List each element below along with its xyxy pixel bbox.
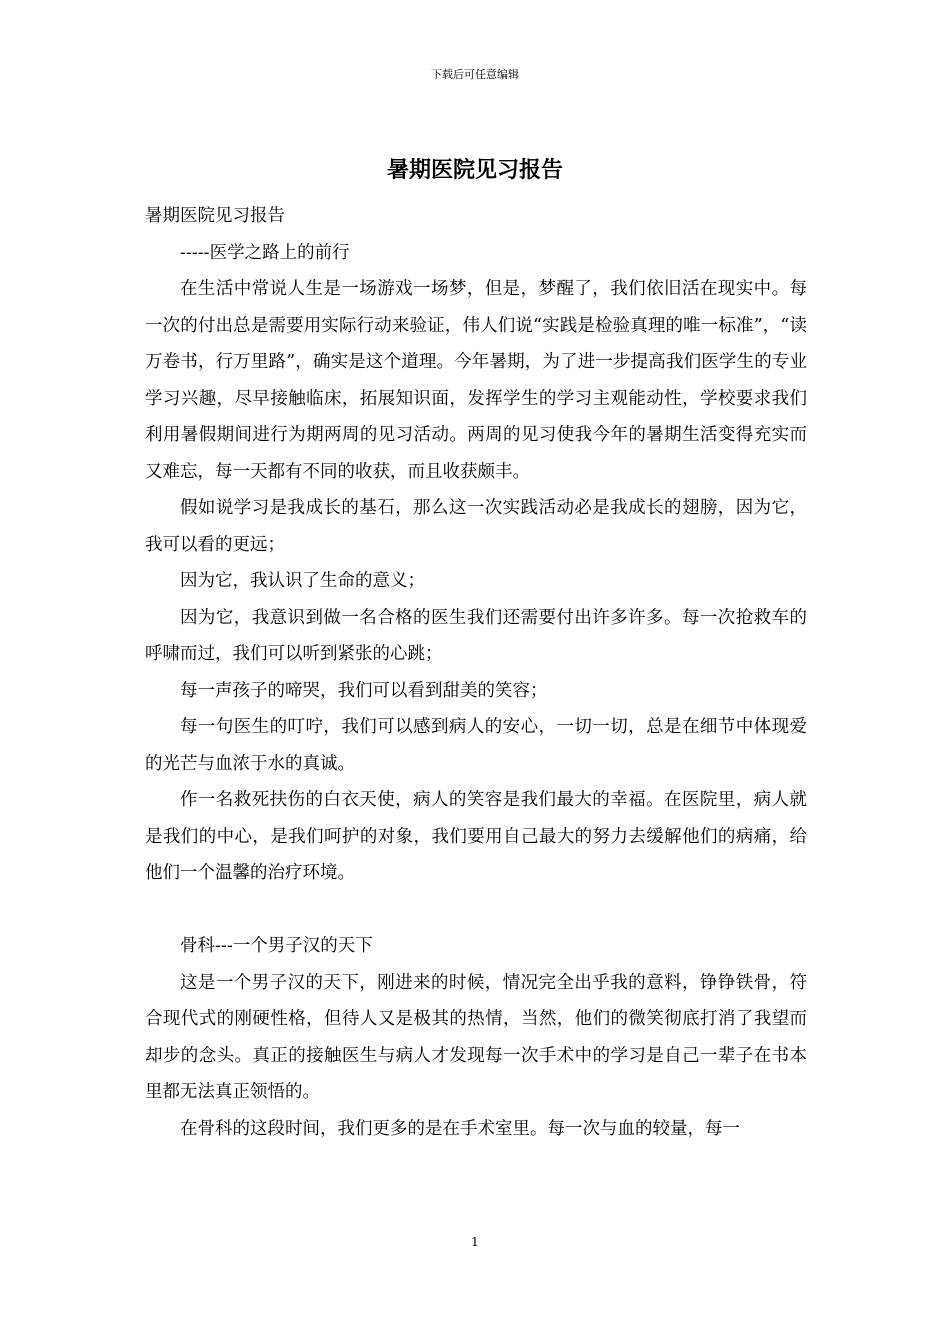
body-paragraph: 每一句医生的叮咛，我们可以感到病人的安心，一切一切，总是在细节中体现爱的光芒与血浓于水的真诚。 (145, 717, 807, 774)
section-heading: 骨科---一个男子汉的天下 (180, 936, 373, 956)
subtitle-paragraph: 暑期医院见习报告 (145, 206, 285, 226)
body-paragraph: 这是一个男子汉的天下，刚进来的时候，情况完全出乎我的意料，铮铮铁骨，符合现代式的刚硬性格，但待人又是极其的热情，当然，他们的微笑彻底打消了我望而却步的念头。真正的接触医生与病人才发现每一次手术中的学习是自己一辈子在书本里都无法真正领悟的。 (145, 972, 807, 1102)
body-paragraph: 因为它，我认识了生命的意义； (180, 571, 425, 591)
body-paragraph: 在生活中常说人生是一场游戏一场梦，但是，梦醒了，我们依旧活在现实中。每一次的付出总是需要用实际行动来验证，伟人们说“实践是检验真理的唯一标准”，“读万卷书，行万里路”，确实是这个道理。今年暑期，为了进一步提高我们医学生的专业学习兴趣，尽早接触临床，拓展知识面，发挥学生的学习主观能动性，学校要求我们利用暑假期间进行为期两周的见习活动。两周的见习使我今年的暑期生活变得充实而又难忘，每一天都有不同的收获，而且收获颇丰。 (145, 279, 807, 482)
body-paragraph: 因为它，我意识到做一名合格的医生我们还需要付出许多许多。每一次抢救车的呼啸而过，我们可以听到紧张的心跳； (145, 607, 807, 664)
body-paragraph: 作一名救死扶伤的白衣天使，病人的笑容是我们最大的幸福。在医院里，病人就是我们的中心，是我们呵护的对象，我们要用自己最大的努力去缓解他们的病痛，给他们一个温馨的治疗环境。 (145, 790, 807, 883)
document-title: 暑期医院见习报告 (386, 157, 563, 183)
page-number: 1 (471, 1235, 479, 1249)
document-body (145, 198, 807, 1147)
body-paragraph: 假如说学习是我成长的基石，那么这一次实践活动必是我成长的翅膀，因为它，我可以看的更远； (145, 498, 807, 555)
body-paragraph: 在骨科的这段时间，我们更多的是在手术室里。每一次与血的较量，每一 (180, 1118, 740, 1139)
header-note: 下载后可任意编辑 (431, 68, 519, 81)
tagline-paragraph: -----医学之路上的前行 (180, 242, 350, 263)
body-paragraph: 每一声孩子的啼哭，我们可以看到甜美的笑容； (180, 680, 548, 701)
